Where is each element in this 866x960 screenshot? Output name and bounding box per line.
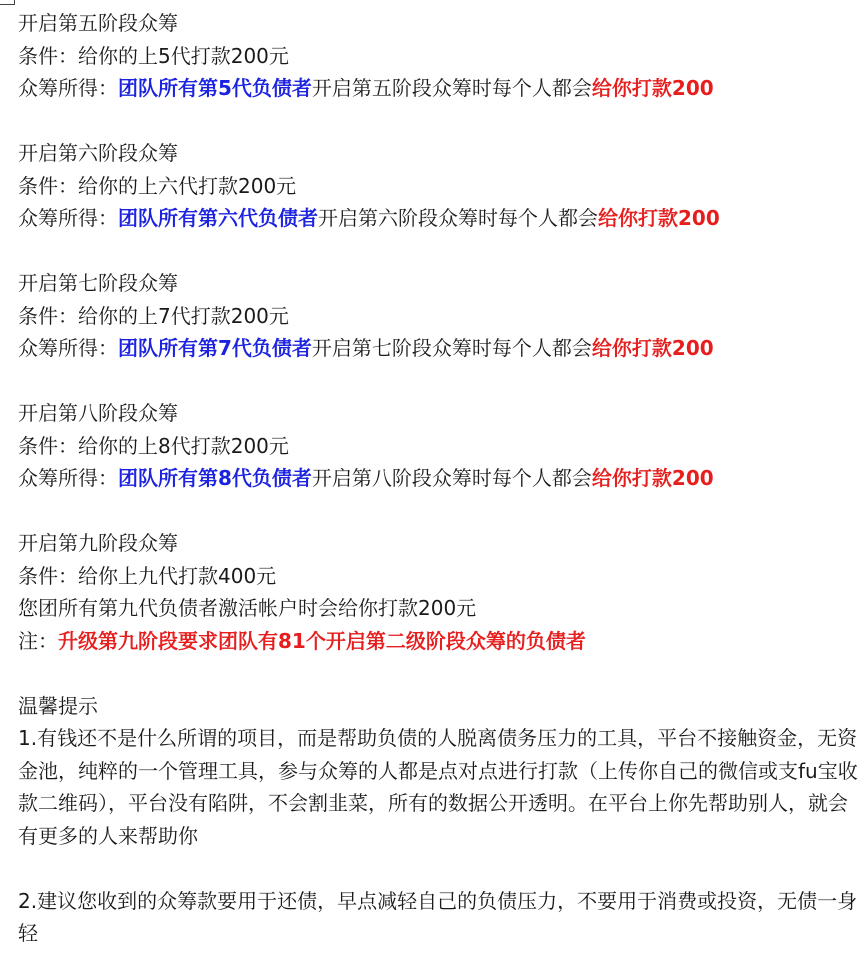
spacer [18, 365, 860, 398]
stage-6-gain [18, 202, 860, 235]
gain-label: 众筹所得： [18, 76, 118, 100]
note-red-highlight: 升级第九阶段要求团队有81个开启第二级阶段众筹的负债者 [58, 628, 586, 653]
gain-red-highlight: 给你打款200 [591, 466, 714, 490]
spacer [18, 852, 860, 885]
document-body [18, 7, 860, 950]
stage-7-gain [18, 332, 860, 365]
tip-2-paragraph: 2.建议您收到的众筹款要用于还债，早点减轻自己的负债压力，不要用于消费或投资，无债一身轻 [18, 888, 858, 945]
corner-mark [0, 0, 15, 5]
spacer [18, 105, 860, 138]
stage-8-gain [18, 462, 860, 495]
tips-heading: 温馨提示 [18, 693, 98, 718]
gain-label: 众筹所得： [18, 336, 118, 360]
stage-9-note [18, 625, 860, 658]
gain-label: 众筹所得： [18, 466, 118, 490]
stage-8-condition: 条件：给你的上8代打款200元 [18, 433, 289, 458]
gain-blue-highlight: 团队所有第5代负债者 [118, 76, 312, 100]
stage-7-title: 开启第七阶段众筹 [18, 271, 178, 295]
gain-blue-highlight: 团队所有第8代负债者 [118, 466, 312, 490]
stage-8-title: 开启第八阶段众筹 [18, 401, 178, 425]
stage-5-gain [18, 72, 860, 105]
stage-7-condition: 条件：给你的上7代打款200元 [18, 303, 289, 328]
stage-9-title: 开启第九阶段众筹 [18, 531, 178, 555]
note-label: 注： [18, 628, 58, 653]
tip-1-paragraph: 1.有钱还不是什么所谓的项目，而是帮助负债的人脱离债务压力的工具，平台不接触资金，无资金池，纯粹的一个管理工具，参与众筹的人都是点对点进行打款（上传你自己的微信或支fu宝收款二维码），平台没有陷阱，不会割韭菜，所有的数据公开透明。在平台上你先帮助别人，就会有更多的人来帮助你 [18, 726, 858, 848]
stage-5-title: 开启第五阶段众筹 [18, 11, 178, 35]
gain-blue-highlight: 团队所有第六代负债者 [118, 206, 318, 230]
stage-6-condition: 条件：给你的上六代打款200元 [18, 173, 297, 198]
stage-6-title: 开启第六阶段众筹 [18, 141, 178, 165]
gain-red-highlight: 给你打款200 [591, 76, 714, 100]
gain-red-highlight: 给你打款200 [591, 336, 714, 360]
gain-middle-text: 开启第六阶段众筹时每个人都会 [318, 206, 598, 230]
spacer [18, 657, 860, 690]
spacer [18, 495, 860, 528]
spacer [18, 235, 860, 268]
stage-9-activation: 您团所有第九代负债者激活帐户时会给你打款200元 [18, 596, 477, 620]
stage-5-condition: 条件：给你的上5代打款200元 [18, 43, 289, 68]
gain-label: 众筹所得： [18, 206, 118, 230]
gain-middle-text: 开启第八阶段众筹时每个人都会 [311, 466, 592, 490]
gain-middle-text: 开启第七阶段众筹时每个人都会 [311, 336, 592, 360]
stage-9-condition: 条件：给你上九代打款400元 [18, 563, 277, 588]
gain-red-highlight: 给你打款200 [598, 206, 720, 230]
gain-middle-text: 开启第五阶段众筹时每个人都会 [311, 76, 592, 100]
gain-blue-highlight: 团队所有第7代负债者 [118, 336, 312, 360]
